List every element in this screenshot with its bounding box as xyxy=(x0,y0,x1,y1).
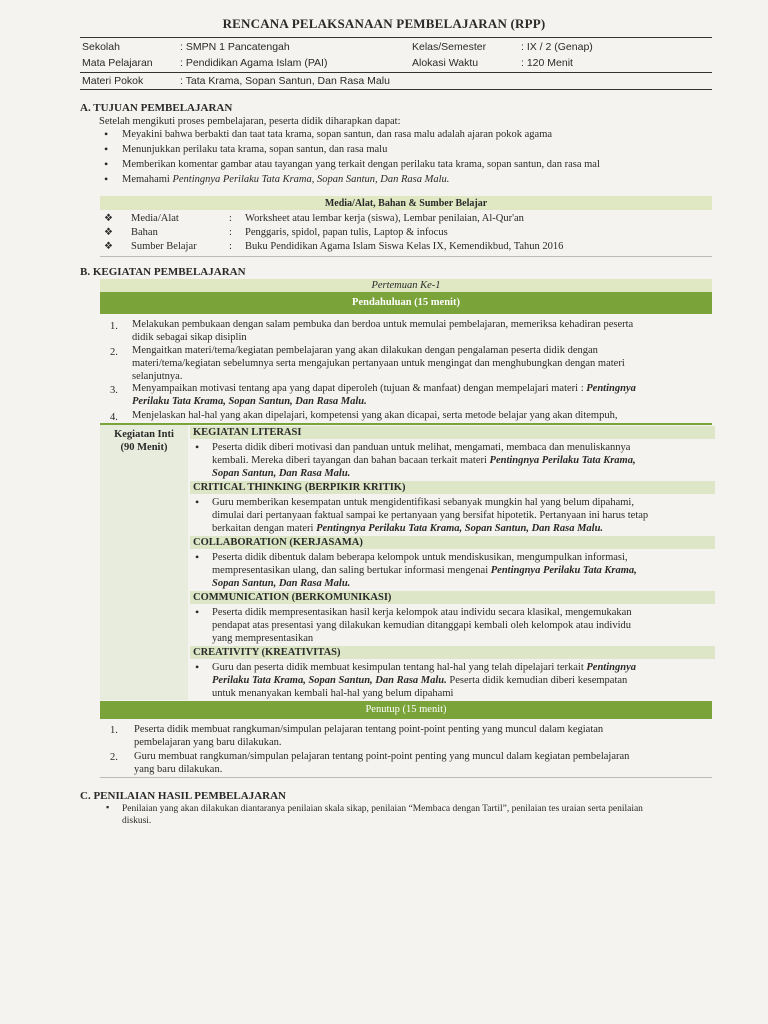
diamond-icon: ❖ xyxy=(104,227,113,238)
value-materi: : Tata Krama, Sopan Santun, Dan Rasa Malu xyxy=(180,75,390,87)
media-value: Worksheet atau lembar kerja (siswa), Lembar penilaian, Al-Qur'an xyxy=(245,213,524,224)
pendahuluan-item: Menjelaskan hal-hal yang akan dipelajari, kompetensi yang akan dicapai, serta metode belajar yang akan ditempuh, xyxy=(132,410,618,421)
objective-item xyxy=(122,173,449,186)
objective-material: Pentingnya Perilaku Tata Krama, Sopan Santun, Dan Rasa Malu. xyxy=(172,174,450,185)
literasi-item: Sopan Santun, Dan Rasa Malu. xyxy=(212,468,351,479)
divider xyxy=(80,89,712,90)
creat-text: Guru dan peserta didik membuat kesimpulan tentang hal-hal yang telah dipelajari terkait xyxy=(212,662,587,673)
page-title: RENCANA PELAKSANAAN PEMBELAJARAN (RPP) xyxy=(222,16,546,31)
item-number: 2. xyxy=(110,347,118,358)
pendahuluan-item: materi/tema/kegiatan sebelumnya serta mengajukan pertanyaan untuk mengingat dan menghubungkan dengan materi xyxy=(132,358,625,369)
media-value: Buku Pendidikan Agama Islam Siswa Kelas IX, Kemendikbud, Tahun 2016 xyxy=(245,241,564,252)
creat-text: Peserta didik kemudian diberi kesempatan xyxy=(446,675,628,686)
creat-heading: CREATIVITY (KREATIVITAS) xyxy=(190,646,715,659)
pendahuluan-item: didik sebagai sikap disiplin xyxy=(132,332,247,343)
divider xyxy=(100,777,712,778)
media-heading: Media/Alat, Bahan & Sumber Belajar xyxy=(324,198,488,209)
value-alokasi: : 120 Menit xyxy=(521,57,573,69)
critical-item: dimulai dari pertanyaan faktual sampai ke pertanyaan yang bersifat hipotetik. Pertanyaan ini harus tetap xyxy=(212,510,649,521)
literasi-item xyxy=(212,454,636,467)
pendahuluan-item xyxy=(132,382,636,395)
media-sep: : xyxy=(229,213,232,224)
item-number: 1. xyxy=(110,725,118,736)
comm-heading: COMMUNICATION (BERKOMUNIKASI) xyxy=(190,591,715,604)
diamond-icon: ❖ xyxy=(104,241,113,252)
collab-material: Pentingnya Perilaku Tata Krama, xyxy=(490,565,637,576)
media-label: Sumber Belajar xyxy=(131,241,197,252)
label-sekolah: Sekolah xyxy=(82,41,120,53)
objective-item: • Menunjukkan perilaku tata krama, sopan santun, dan rasa malu xyxy=(122,143,387,156)
pendahuluan-item: Perilaku Tata Krama, Sopan Santun, Dan Rasa Malu. xyxy=(132,396,367,407)
label-mapel: Mata Pelajaran xyxy=(82,57,153,69)
collab-text: mempresentasikan ulang, dan saling bertukar informasi mengenai xyxy=(212,565,491,576)
penutup-item: pembelajaran yang baru dilakukan. xyxy=(134,737,282,748)
media-value: Penggaris, spidol, papan tulis, Laptop & infocus xyxy=(245,227,448,238)
media-sep: : xyxy=(229,227,232,238)
value-sekolah: : SMPN 1 Pancatengah xyxy=(180,41,290,53)
critical-item: • Guru memberikan kesempatan untuk mengidentifikasi sebanyak mungkin hal yang belum dipahami, xyxy=(212,496,707,509)
pendahuluan-item: Mengaitkan materi/tema/kegiatan pembelajaran yang akan dilakukan dengan pengalaman peserta didik dengan xyxy=(132,345,598,356)
item-number: 4. xyxy=(110,412,118,423)
divider xyxy=(80,72,712,73)
penutup-item: Peserta didik membuat rangkuman/simpulan pelajaran tentang point-point penting yang muncul dalam kegiatan xyxy=(134,724,604,735)
literasi-item: • Peserta didik diberi motivasi dan panduan untuk melihat, mengamati, membaca dan menuliskannya xyxy=(212,441,707,454)
critical-heading: CRITICAL THINKING (BERPIKIR KRITIK) xyxy=(190,481,715,494)
creat-item xyxy=(212,661,707,674)
square-bullet-icon: ▪ xyxy=(106,802,110,812)
section-b-heading: B. KEGIATAN PEMBELAJARAN xyxy=(80,266,246,278)
penilaian-text: Penilaian yang akan dilakukan diantaranya penilaian skala sikap, penilaian “Membaca dengan Tartil”, penilaian tes uraian serta penilaian xyxy=(122,804,643,814)
penutup-bar: Penutup (15 menit) xyxy=(100,701,712,719)
objective-item: • Memberikan komentar gambar atau tayangan yang terkait dengan perilaku tata krama, sopan santun, dan rasa mal xyxy=(122,158,722,171)
pendahuluan-text: Menyampaikan motivasi tentang apa yang dapat diperoleh (tujuan & manfaat) dengan mempelajari materi : xyxy=(132,383,587,394)
media-sep: : xyxy=(229,241,232,252)
penilaian-text: diskusi. xyxy=(122,816,152,826)
collab-item: • Peserta didik dibentuk dalam beberapa kelompok untuk mendiskusikan, mengumpulkan informasi, xyxy=(212,551,707,564)
pendahuluan-bar: Pendahuluan (15 menit) xyxy=(100,292,712,314)
inti-label-cell xyxy=(100,425,188,700)
item-number: 2. xyxy=(110,752,118,763)
literasi-heading: KEGIATAN LITERASI xyxy=(190,426,715,439)
media-label: Bahan xyxy=(131,227,158,238)
section-c-heading: C. PENILAIAN HASIL PEMBELAJARAN xyxy=(80,790,286,802)
critical-material: Pentingnya Perilaku Tata Krama, Sopan Santun, Dan Rasa Malu. xyxy=(316,523,604,534)
critical-item xyxy=(212,522,603,535)
divider xyxy=(100,423,712,425)
pendahuluan-material: Pentingnya xyxy=(586,383,636,394)
literasi-text: kembali. Mereka diberi tayangan dan bahan bacaan terkait materi xyxy=(212,455,490,466)
penutup-item: Guru membuat rangkuman/simpulan pelajaran tentang point-point penting yang muncul dalam kegiatan pembelajaran xyxy=(134,751,630,762)
media-label: Media/Alat xyxy=(131,213,179,224)
critical-text: berkaitan dengan materi xyxy=(212,523,317,534)
collab-item: Sopan Santun, Dan Rasa Malu. xyxy=(212,578,351,589)
section-a-heading: A. TUJUAN PEMBELAJARAN xyxy=(80,102,233,114)
comm-item: • Peserta didik mempresentasikan hasil kerja kelompok atau individu secara klasikal, mengemukakan xyxy=(212,606,707,619)
creat-item: untuk menanyakan kembali hal-hal yang belum dipahami xyxy=(212,688,454,699)
label-alokasi: Alokasi Waktu xyxy=(412,57,479,69)
creat-material: Perilaku Tata Krama, Sopan Santun, Dan Rasa Malu. xyxy=(212,675,447,686)
divider xyxy=(80,37,712,38)
collab-item xyxy=(212,564,637,577)
comm-item: yang mempresentasikan xyxy=(212,633,314,644)
value-mapel: : Pendidikan Agama Islam (PAI) xyxy=(180,57,328,69)
section-a-intro: Setelah mengikuti proses pembelajaran, peserta didik diharapkan dapat: xyxy=(99,116,401,127)
pendahuluan-item: Melakukan pembukaan dengan salam pembuka dan berdoa untuk memulai pembelajaran, memeriksa kehadiran peserta xyxy=(132,319,634,330)
item-number: 1. xyxy=(110,321,118,332)
value-kelas: : IX / 2 (Genap) xyxy=(521,41,593,53)
penutup-item: yang baru dilakukan. xyxy=(134,764,223,775)
pendahuluan-item: selanjutnya. xyxy=(132,371,183,382)
pertemuan-label: Pertemuan Ke-1 xyxy=(371,280,441,291)
creat-material: Pentingnya xyxy=(586,662,636,673)
divider xyxy=(100,256,712,257)
objective-item: • Meyakini bahwa berbakti dan taat tata krama, sopan santun, dan rasa malu adalah ajaran pokok agama xyxy=(122,128,552,141)
label-kelas: Kelas/Semester xyxy=(412,41,487,53)
literasi-material: Pentingnya Perilaku Tata Krama, xyxy=(489,455,636,466)
creat-item xyxy=(212,674,627,687)
inti-label: Kegiatan Inti xyxy=(114,429,174,440)
label-materi: Materi Pokok xyxy=(82,75,144,87)
comm-item: pendapat atas presentasi yang dilakukan kemudian ditanggapi kembali oleh kelompok atau individu xyxy=(212,620,632,631)
diamond-icon: ❖ xyxy=(104,213,113,224)
collab-heading: COLLABORATION (KERJASAMA) xyxy=(190,536,715,549)
objective-text: Memahami xyxy=(122,174,173,185)
item-number: 3. xyxy=(110,385,118,396)
inti-time: (90 Menit) xyxy=(120,442,168,453)
